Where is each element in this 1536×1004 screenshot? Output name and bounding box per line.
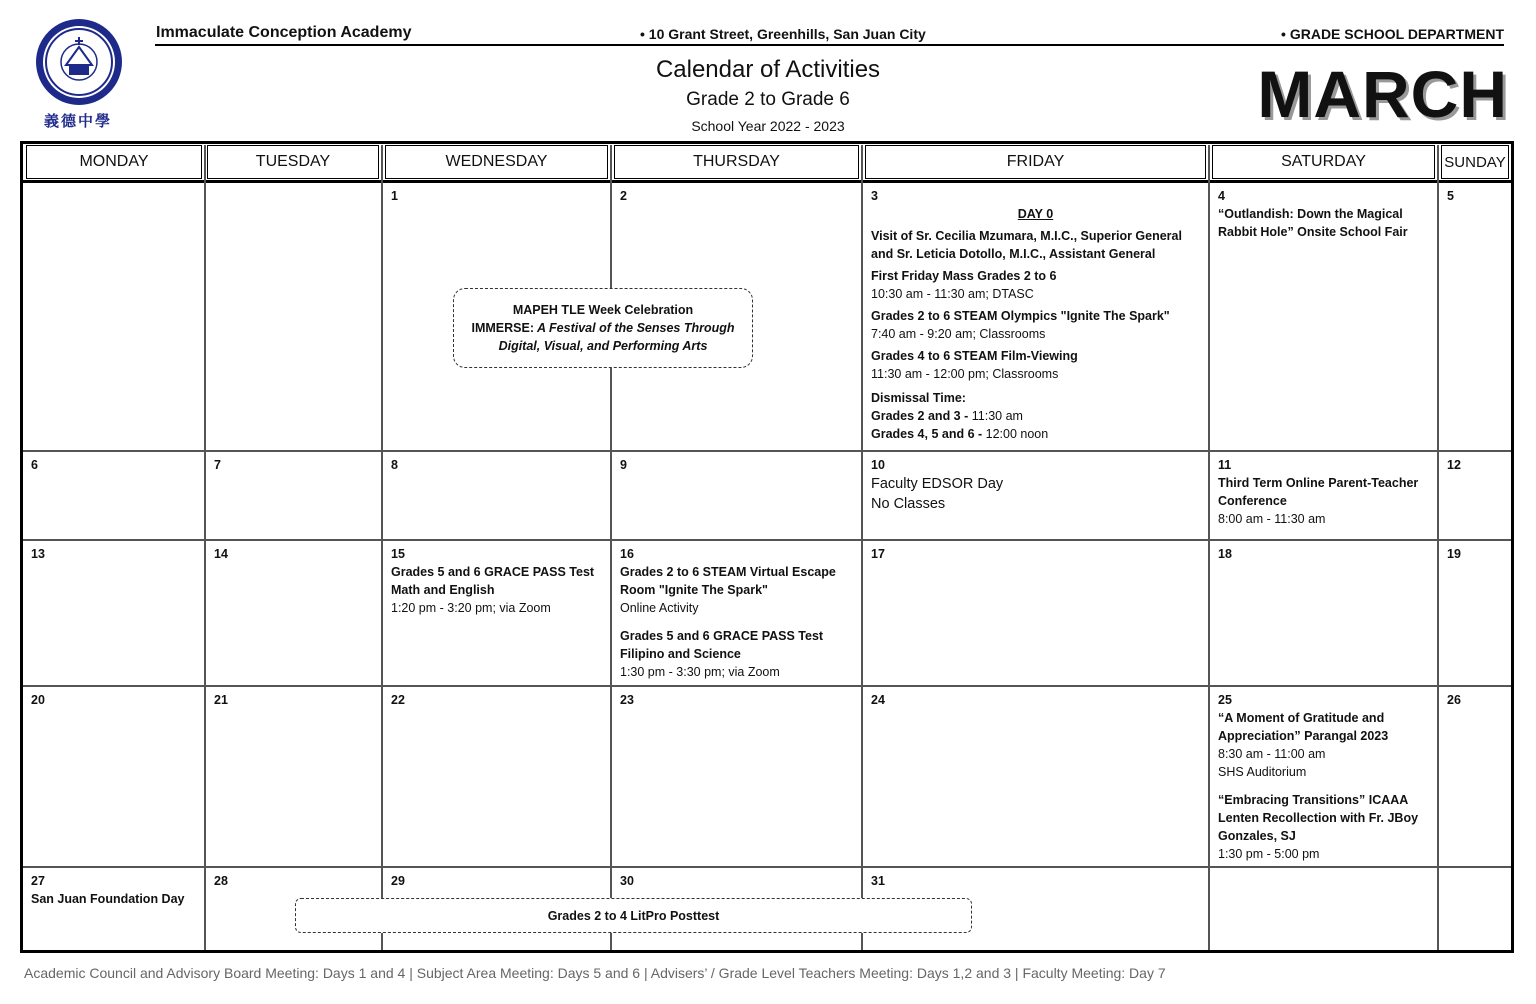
day-number: 25 [1218,693,1232,707]
day-number: 4 [1218,189,1225,203]
weekday-header-monday: MONDAY [26,145,202,179]
day-cell-2 [612,183,861,209]
event-title: “A Moment of Gratitude and Appreciation” Parangal 2023 [1218,711,1389,743]
day-cell-28 [206,868,381,894]
banner-title: Grades 2 to 4 LitPro Posttest [547,908,720,923]
day-cell-12 [1439,452,1511,478]
day-cell-13 [23,541,204,567]
day-number: 23 [620,693,634,707]
event-time: 1:20 pm - 3:20 pm; via Zoom [391,601,551,615]
day-number: 7 [214,458,221,472]
banner-theme: A Festival of the Senses Through Digital, Visual, and Performing Arts [498,321,735,353]
day-number: 5 [1447,189,1454,203]
day-cell-20 [23,687,204,713]
day-number: 17 [871,547,885,561]
day-cell-30 [612,868,861,894]
banner-title: MAPEH TLE Week Celebration [512,303,694,317]
day-label: DAY 0 [1017,207,1054,221]
event-title: Grades 2 to 6 STEAM Virtual Escape Room "Ignite The Spark" [620,565,836,597]
event-time: 8:30 am - 11:00 am [1218,747,1326,761]
event-time: 11:30 am - 12:00 pm; Classrooms [871,367,1059,381]
day-cell-8 [383,452,610,478]
weekday-header-friday: FRIDAY [865,145,1206,179]
day-number: 24 [871,693,885,707]
day-cell-29 [383,868,610,894]
day-cell-16 [612,541,861,685]
weekday-header-wednesday: WEDNESDAY [385,145,608,179]
day-number: 30 [620,874,634,888]
event-title: Third Term Online Parent-Teacher Conference [1218,476,1419,508]
day-cell-14 [206,541,381,567]
day-number: 13 [31,547,45,561]
day-number: 31 [871,874,885,888]
event-venue: SHS Auditorium [1218,765,1307,779]
day-number: 11 [1218,458,1232,472]
day-number: 14 [214,547,228,561]
event-title: Grades 5 and 6 GRACE PASS Test Math and English [391,565,595,597]
dismissal-line [871,407,1200,425]
logo-chinese-characters: 義德中學 [44,112,113,130]
day-number: 6 [31,458,38,472]
event-title: Grades 4 to 6 STEAM Film-Viewing [871,349,1078,363]
event-time: 10:30 am - 11:30 am; DTASC [871,287,1034,301]
day-number: 10 [871,458,885,472]
weekday-header-tuesday: TUESDAY [207,145,379,179]
banner-lead: IMMERSE: [471,321,534,335]
dismissal-line [871,425,1200,443]
day-number: 20 [31,693,45,707]
day-cell-25 [1210,687,1437,867]
school-name: Immaculate Conception Academy [156,24,412,41]
day-number: 26 [1447,693,1461,707]
day-cell-10 [863,452,1208,518]
banner-subtitle [454,319,752,355]
day-cell-7 [206,452,381,478]
dismissal-grades: Grades 4, 5 and 6 - [871,427,983,441]
weekday-header-thursday: THURSDAY [614,145,859,179]
month-title: MARCH [1257,57,1508,131]
day-number: 9 [620,458,627,472]
dismissal-time: 12:00 noon [982,427,1049,441]
weekday-header-saturday: SATURDAY [1212,145,1435,179]
event-title: “Outlandish: Down the Magical Rabbit Hole” Onsite School Fair [1218,207,1408,239]
event-title: Dismissal Time: [871,391,966,405]
event-title: Visit of Sr. Cecilia Mzumara, M.I.C., Superior General and Sr. Leticia Dotollo, M.I.C., Assistant General [871,229,1182,261]
weekday-header-sunday: SUNDAY [1441,145,1509,179]
dismissal-grades: Grades 2 and 3 - [871,409,969,423]
day-cell-27 [23,868,204,912]
event-title: “Embracing Transitions” ICAAA Lenten Recollection with Fr. JBoy Gonzales, SJ [1218,793,1419,843]
school-address: • 10 Grant Street, Greenhills, San Juan City [640,26,926,42]
day-cell-22 [383,687,610,713]
meeting-legend-footer: Academic Council and Advisory Board Meeting: Days 1 and 4 | Subject Area Meeting: Days 5 and 6 | Advisers’ / Grade Level Teachers Meeting: Days 1,2 and 3 | Faculty Meeting: Day 7 [24,965,1166,981]
litpro-banner [295,898,972,933]
day-cell-11 [1210,452,1437,532]
day-number: 15 [391,547,405,561]
day-number: 12 [1447,458,1461,472]
department-name: • GRADE SCHOOL DEPARTMENT [1281,26,1504,42]
page-title: Calendar of Activities [655,56,881,83]
day-cell-1 [383,183,610,209]
header-rule [155,44,1504,46]
day-cell-5 [1439,183,1511,209]
event-time: 8:00 am - 11:30 am [1218,512,1326,526]
day-cell-26 [1439,687,1511,713]
event-title: Grades 2 to 6 STEAM Olympics "Ignite The Spark" [871,309,1170,323]
day-cell-21 [206,687,381,713]
day-cell-4 [1210,183,1437,245]
day-cell-6 [23,452,204,478]
day-cell-18 [1210,541,1437,567]
day-cell-19 [1439,541,1511,567]
event-note: No Classes [871,496,946,512]
day-number: 29 [391,874,405,888]
event-title: First Friday Mass Grades 2 to 6 [871,269,1057,283]
page-subtitle: Grade 2 to Grade 6 [686,89,850,110]
day-number: 28 [214,874,228,888]
day-number: 21 [214,693,228,707]
day-cell-31 [863,868,1208,894]
day-number: 8 [391,458,398,472]
day-cell-15 [383,541,610,621]
day-cell-17 [863,541,1208,567]
event-title: Grades 5 and 6 GRACE PASS Test Filipino and Science [620,629,824,661]
school-year: School Year 2022 - 2023 [691,118,845,134]
day-number: 16 [620,547,634,561]
event-time: 7:40 am - 9:20 am; Classrooms [871,327,1046,341]
day-cell-24 [863,687,1208,713]
event-title: San Juan Foundation Day [31,892,185,906]
event-time: 1:30 pm - 5:00 pm [1218,847,1320,861]
day-number: 1 [391,189,398,203]
event-note: Online Activity [620,601,699,615]
day-cell-23 [612,687,861,713]
day-number: 3 [871,189,878,203]
day-number: 19 [1447,547,1461,561]
day-number: 22 [391,693,405,707]
day-cell-3 [863,183,1208,447]
day-number: 2 [620,189,627,203]
event-time: 1:30 pm - 3:30 pm; via Zoom [620,665,780,679]
mapeh-week-banner [453,288,753,368]
day-number: 18 [1218,547,1232,561]
event-title: Faculty EDSOR Day [871,476,1004,492]
dismissal-time: 11:30 am [968,409,1023,423]
day-number: 27 [31,874,45,888]
day-cell-9 [612,452,861,478]
